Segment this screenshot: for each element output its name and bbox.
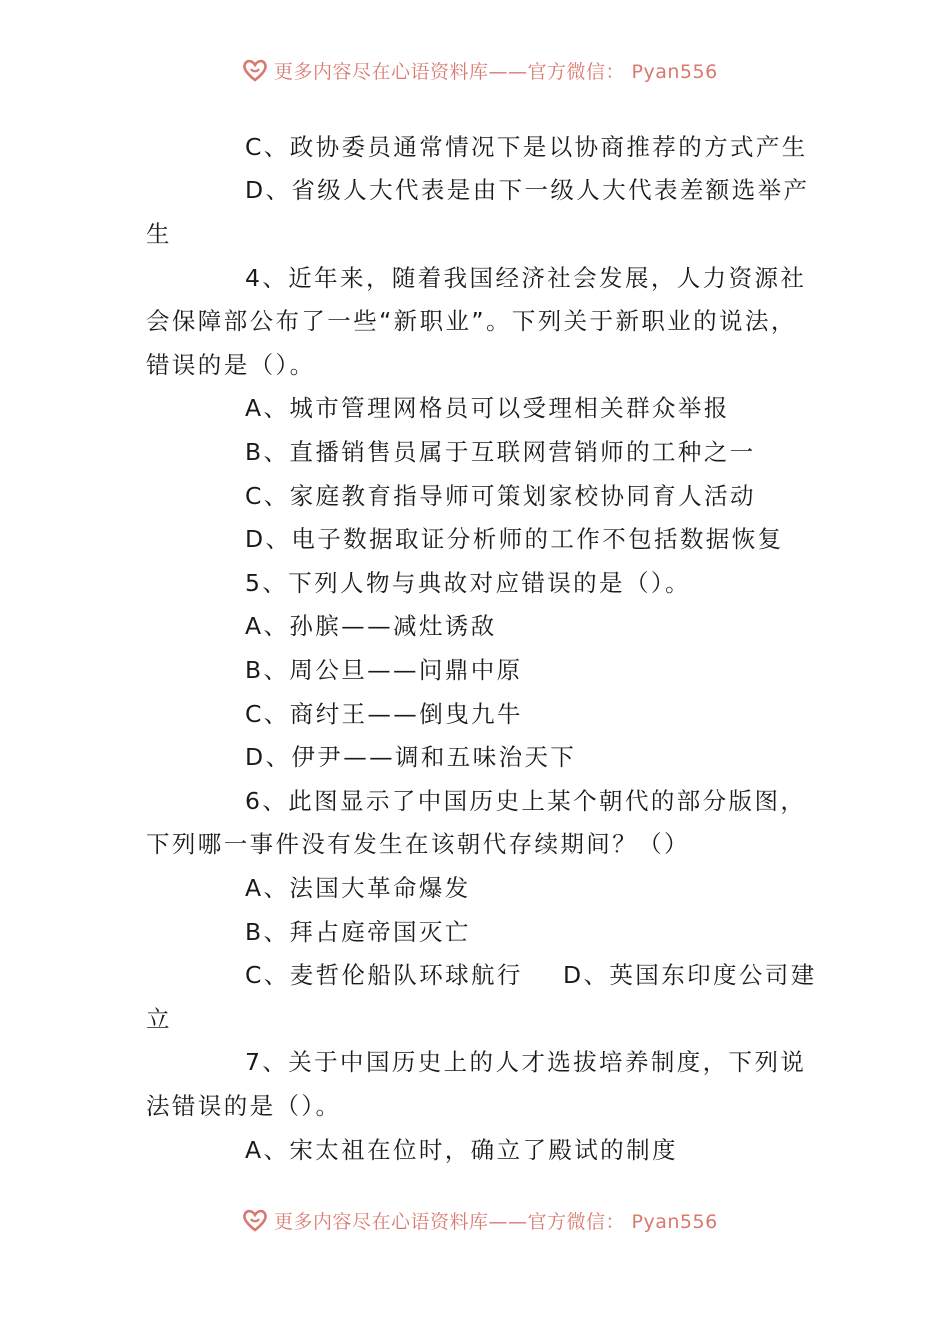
text-line: 下列哪一事件没有发生在该朝代存续期间？（）	[146, 830, 690, 858]
option-line: B、拜占庭帝国灭亡	[245, 918, 471, 946]
option-line: A、城市管理网格员可以受理相关群众举报	[245, 394, 730, 422]
text-line: 会保障部公布了一些“新职业”。下列关于新职业的说法，	[146, 307, 797, 335]
text-line: 错误的是（）。	[146, 351, 316, 379]
option-line: D、省级人大代表是由下一级人大代表差额选举产	[245, 176, 810, 204]
watermark-text: 更多内容尽在心语资料库——官方微信： Pyan556	[274, 60, 718, 83]
question-line: 6、此图显示了中国历史上某个朝代的部分版图，	[245, 787, 807, 815]
option-line: C、政协委员通常情况下是以协商推荐的方式产生	[245, 133, 808, 161]
question-line: 5、下列人物与典故对应错误的是（）。	[245, 569, 691, 597]
option-line: A、宋太祖在位时，确立了殿试的制度	[245, 1136, 678, 1164]
option-line: A、法国大革命爆发	[245, 874, 471, 902]
option-line: C、家庭教育指导师可策划家校协同育人活动	[245, 482, 756, 510]
watermark-text: 更多内容尽在心语资料库——官方微信： Pyan556	[274, 1210, 718, 1233]
heart-logo-icon	[240, 55, 270, 85]
option-line: B、周公旦——问鼎中原	[245, 656, 523, 684]
text-line: 立	[146, 1005, 172, 1033]
option-line: A、孙膑——减灶诱敌	[245, 612, 497, 640]
footer-watermark	[240, 1205, 718, 1235]
option-line: D、英国东印度公司建	[563, 961, 817, 989]
question-line: 4、近年来，随着我国经济社会发展，人力资源社	[245, 264, 807, 292]
option-line: D、伊尹——调和五味治天下	[245, 743, 577, 771]
heart-logo-icon	[240, 1205, 270, 1235]
option-line: D、电子数据取证分析师的工作不包括数据恢复	[245, 525, 784, 553]
option-line: C、麦哲伦船队环球航行	[245, 961, 523, 989]
option-line: C、商纣王——倒曳九牛	[245, 700, 523, 728]
header-watermark	[240, 55, 718, 85]
question-line: 7、关于中国历史上的人才选拔培养制度，下列说	[245, 1048, 807, 1076]
text-line: 生	[146, 220, 172, 248]
text-line: 法错误的是（）。	[146, 1092, 342, 1120]
option-line: B、直播销售员属于互联网营销师的工种之一	[245, 438, 756, 466]
